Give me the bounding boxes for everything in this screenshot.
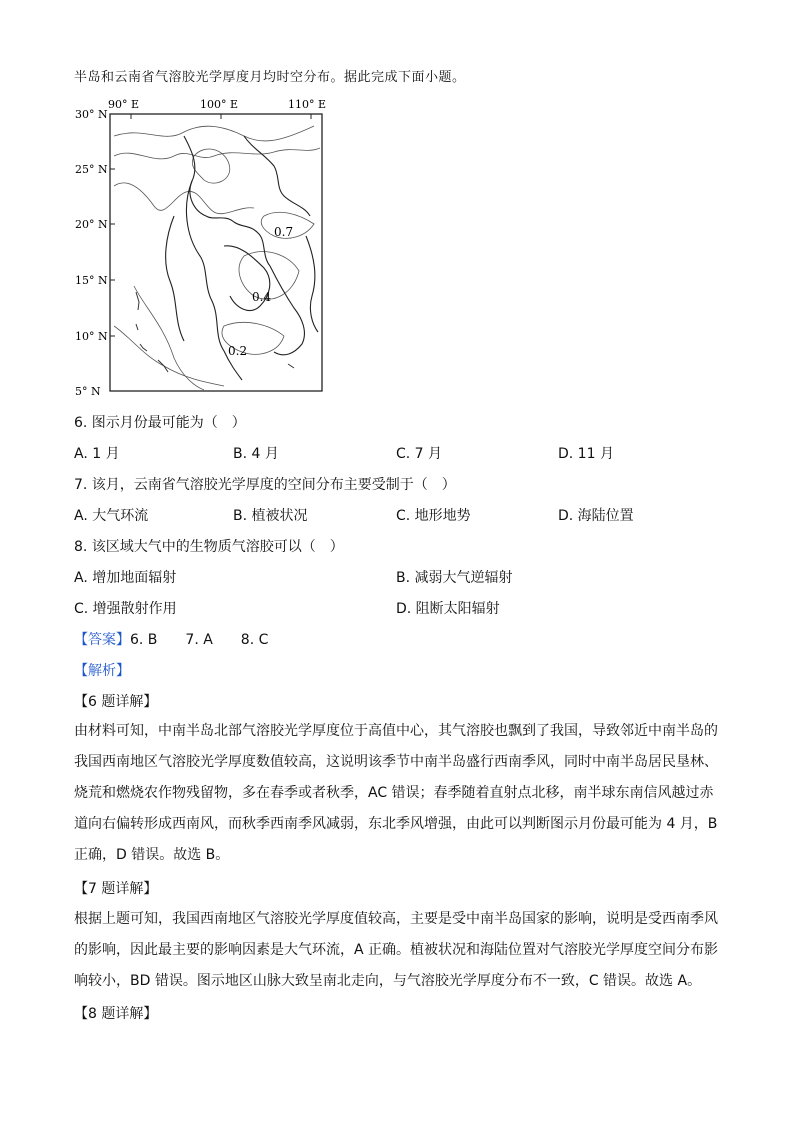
- map-svg: [74, 96, 344, 401]
- contour-label: 0.7: [274, 225, 294, 239]
- contour-label: 0.2: [228, 344, 248, 358]
- analysis-label: 【解析】: [74, 663, 130, 679]
- option-a: A. 1 月: [74, 446, 120, 462]
- contour-label: 0.4: [252, 290, 272, 304]
- option-a: A. 增加地面辐射: [74, 570, 177, 586]
- section-body: 根据上题可知，我国西南地区气溶胶光学厚度值较高，主要是受中南半岛国家的影响，说明是受西南季风的影响，因此最主要的影响因素是大气环流，A 正确。植被状况和海陆位置对气溶胶光学厚度空间分布影响较小，BD 错误。图示地区山脉大致呈南北走向，与气溶胶光学厚度分布不一致，C 错误。故选 A。: [74, 911, 719, 989]
- lat-label: 15° N: [75, 274, 108, 287]
- intro-text: 半岛和云南省气溶胶光学厚度月均时空分布。据此完成下面小题。: [74, 70, 466, 85]
- option-b: B. 植被状况: [233, 508, 308, 524]
- section-body: 由材料可知，中南半岛北部气溶胶光学厚度位于高值中心，其气溶胶也飘到了我国，导致邻近中南半岛的我国西南地区气溶胶光学厚度数值较高，这说明该季节中南半岛盛行西南季风，同时中南半岛居民垦林、烧荒和燃烧农作物残留物，多在春季或者秋季，AC 错误；春季随着直射点北移，南半球东南信风越过赤道向右偏转形成西南风，而秋季西南季风减弱，东北季风增强，由此可以判断图示月份最可能为 4 月，B 正确，D 错误。故选 B。: [74, 723, 718, 863]
- option-c: C. 增强散射作用: [74, 601, 177, 617]
- option-b: B. 4 月: [233, 446, 279, 462]
- section-heading: 【8 题详解】: [74, 1006, 158, 1022]
- lat-label: 5° N: [75, 385, 101, 398]
- option-c: C. 7 月: [396, 446, 443, 462]
- question-stem: 6. 图示月份最可能为（ ）: [74, 415, 246, 431]
- lon-label: 90° E: [108, 98, 140, 111]
- lon-label: 110° E: [288, 98, 327, 111]
- lat-label: 25° N: [75, 163, 108, 176]
- answer-line: [74, 629, 268, 649]
- section-heading: 【7 题详解】: [74, 881, 158, 897]
- lat-label: 10° N: [75, 330, 108, 343]
- question-stem: 7. 该月，云南省气溶胶光学厚度的空间分布主要受制于（ ）: [74, 477, 456, 493]
- lat-label: 20° N: [75, 218, 108, 231]
- option-d: D. 11 月: [558, 446, 614, 462]
- aerosol-map: [74, 96, 344, 401]
- option-a: A. 大气环流: [74, 508, 149, 524]
- question-stem: 8. 该区域大气中的生物质气溶胶可以（ ）: [74, 539, 344, 555]
- option-d: D. 阻断太阳辐射: [396, 601, 500, 617]
- option-b: B. 减弱大气逆辐射: [396, 570, 513, 586]
- contour-lines: [114, 126, 320, 390]
- option-c: C. 地形地势: [396, 508, 471, 524]
- islands: [136, 292, 294, 372]
- section-heading: 【6 题详解】: [74, 694, 158, 710]
- option-d: D. 海陆位置: [558, 508, 634, 524]
- lon-label: 100° E: [200, 98, 239, 111]
- answer-label: 【答案】: [74, 632, 130, 648]
- lat-label: 30° N: [75, 108, 108, 121]
- answer-text: 6. B 7. A 8. C: [130, 632, 269, 648]
